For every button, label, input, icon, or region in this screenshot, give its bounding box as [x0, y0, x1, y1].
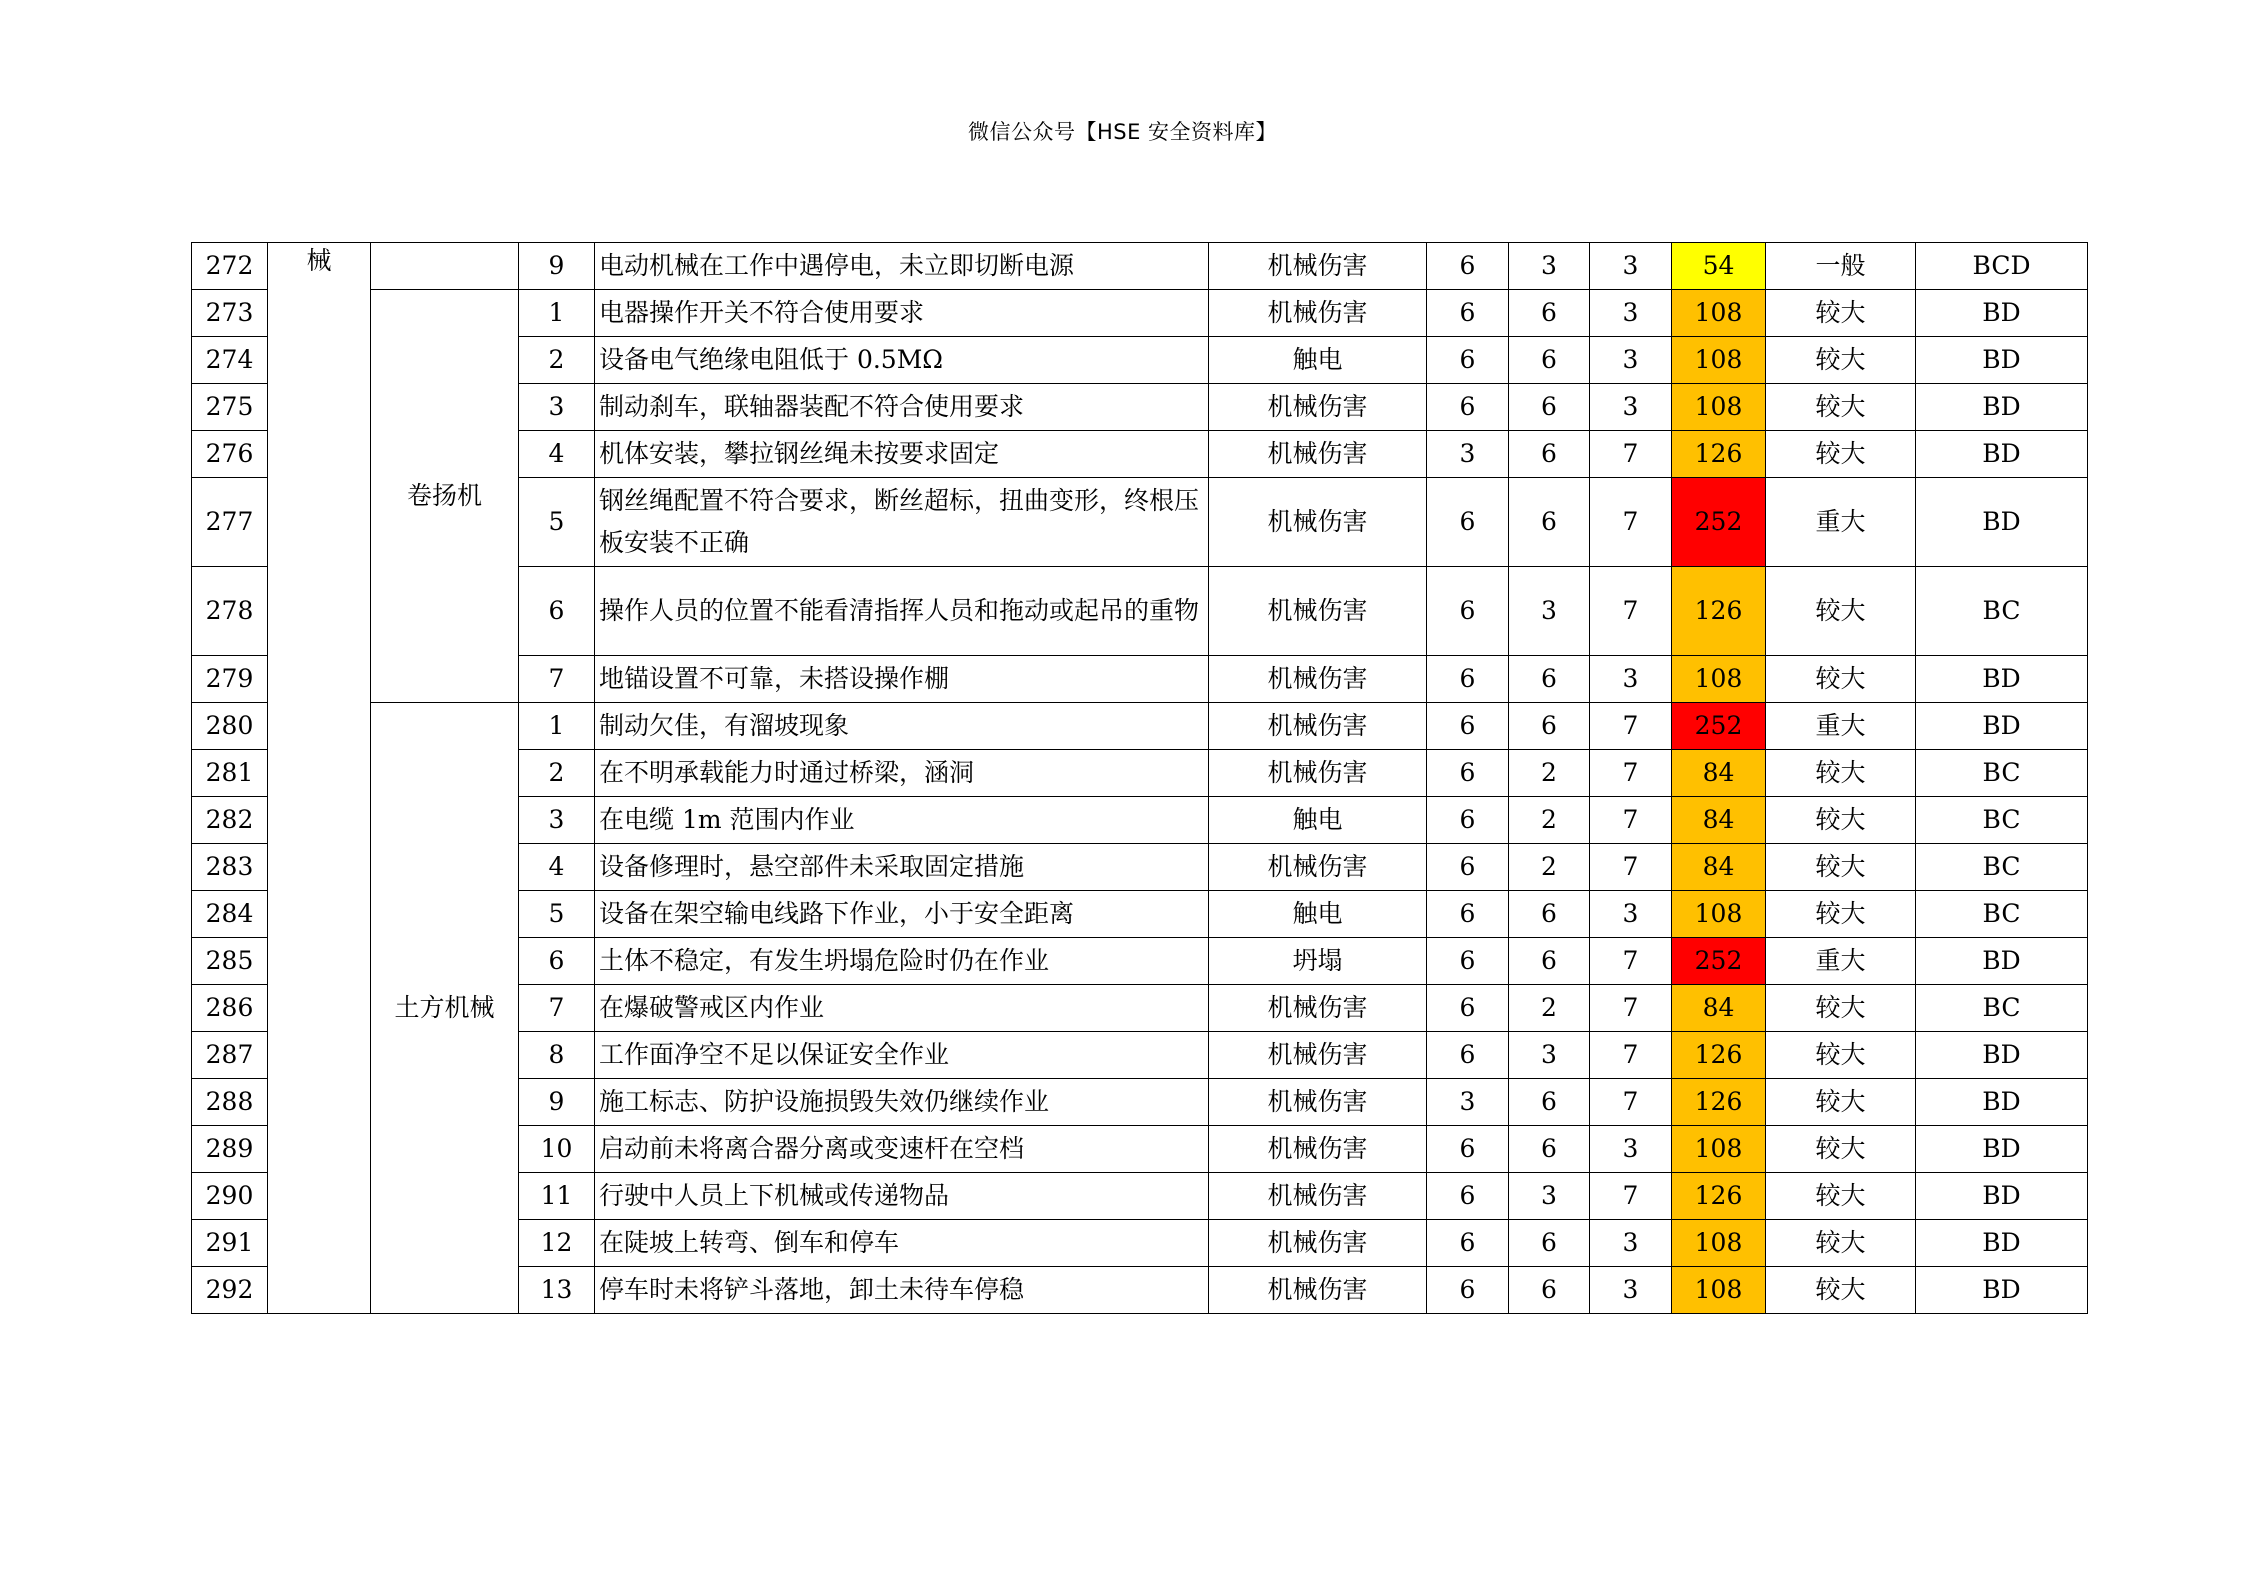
- equipment-group-earthmoving: 土方机械: [371, 703, 519, 1314]
- score-c: 7: [1590, 478, 1672, 567]
- score-e: 3: [1509, 567, 1590, 656]
- hazard-description: 启动前未将离合器分离或变速杆在空档: [595, 1126, 1209, 1173]
- hazard-description: 设备电气绝缘电阻低于 0.5MΩ: [595, 337, 1209, 384]
- hazard-description: 机体安装，攀拉钢丝绳未按要求固定: [595, 431, 1209, 478]
- seq-number: 12: [519, 1220, 595, 1267]
- category-cell: 械: [268, 243, 371, 1314]
- hazard-description: 制动刹车，联轴器装配不符合使用要求: [595, 384, 1209, 431]
- control-measures: BD: [1916, 384, 2088, 431]
- row-number: 279: [192, 656, 268, 703]
- accident-type: 机械伤害: [1209, 1220, 1427, 1267]
- seq-number: 1: [519, 703, 595, 750]
- score-c: 7: [1590, 985, 1672, 1032]
- risk-level: 较大: [1766, 844, 1916, 891]
- seq-number: 11: [519, 1173, 595, 1220]
- score-d: 108: [1672, 1126, 1766, 1173]
- hazard-description: 在陡坡上转弯、倒车和停车: [595, 1220, 1209, 1267]
- control-measures: BCD: [1916, 243, 2088, 290]
- seq-number: 3: [519, 797, 595, 844]
- score-l: 6: [1427, 1267, 1509, 1314]
- score-d: 126: [1672, 1079, 1766, 1126]
- control-measures: BD: [1916, 1173, 2088, 1220]
- accident-type: 机械伤害: [1209, 1173, 1427, 1220]
- score-d: 252: [1672, 938, 1766, 985]
- score-l: 6: [1427, 656, 1509, 703]
- risk-level: 较大: [1766, 1173, 1916, 1220]
- equipment-group-winch: 卷扬机: [371, 290, 519, 703]
- accident-type: 机械伤害: [1209, 985, 1427, 1032]
- accident-type: 机械伤害: [1209, 384, 1427, 431]
- score-c: 7: [1590, 750, 1672, 797]
- hazard-description: 钢丝绳配置不符合要求，断丝超标，扭曲变形，终根压板安装不正确: [595, 478, 1209, 567]
- accident-type: 机械伤害: [1209, 478, 1427, 567]
- control-measures: BD: [1916, 656, 2088, 703]
- row-number: 276: [192, 431, 268, 478]
- score-l: 6: [1427, 938, 1509, 985]
- risk-level: 一般: [1766, 243, 1916, 290]
- seq-number: 10: [519, 1126, 595, 1173]
- score-c: 3: [1590, 337, 1672, 384]
- table-row: [192, 290, 2088, 337]
- page-header: 微信公众号【HSE 安全资料库】: [967, 120, 1278, 144]
- row-number: 282: [192, 797, 268, 844]
- score-d: 252: [1672, 703, 1766, 750]
- accident-type: 机械伤害: [1209, 1032, 1427, 1079]
- score-e: 6: [1509, 431, 1590, 478]
- risk-level: 较大: [1766, 1079, 1916, 1126]
- hazard-description: 停车时未将铲斗落地，卸土未待车停稳: [595, 1267, 1209, 1314]
- score-l: 6: [1427, 703, 1509, 750]
- accident-type: 机械伤害: [1209, 1079, 1427, 1126]
- row-number: 286: [192, 985, 268, 1032]
- score-d: 126: [1672, 1173, 1766, 1220]
- score-d: 108: [1672, 384, 1766, 431]
- score-e: 2: [1509, 985, 1590, 1032]
- seq-number: 6: [519, 567, 595, 656]
- risk-level: 较大: [1766, 797, 1916, 844]
- row-number: 291: [192, 1220, 268, 1267]
- score-e: 2: [1509, 797, 1590, 844]
- control-measures: BD: [1916, 1220, 2088, 1267]
- hazard-description: 地锚设置不可靠，未搭设操作棚: [595, 656, 1209, 703]
- score-e: 6: [1509, 384, 1590, 431]
- row-number: 289: [192, 1126, 268, 1173]
- accident-type: 机械伤害: [1209, 750, 1427, 797]
- score-c: 7: [1590, 703, 1672, 750]
- hazard-description: 施工标志、防护设施损毁失效仍继续作业: [595, 1079, 1209, 1126]
- score-e: 6: [1509, 656, 1590, 703]
- score-l: 6: [1427, 750, 1509, 797]
- accident-type: 机械伤害: [1209, 567, 1427, 656]
- accident-type: 机械伤害: [1209, 844, 1427, 891]
- score-l: 6: [1427, 891, 1509, 938]
- hazard-description: 在不明承载能力时通过桥梁，涵洞: [595, 750, 1209, 797]
- accident-type: 触电: [1209, 337, 1427, 384]
- seq-number: 4: [519, 844, 595, 891]
- score-l: 6: [1427, 384, 1509, 431]
- row-number: 278: [192, 567, 268, 656]
- control-measures: BD: [1916, 1126, 2088, 1173]
- score-d: 252: [1672, 478, 1766, 567]
- score-c: 7: [1590, 797, 1672, 844]
- accident-type: 机械伤害: [1209, 656, 1427, 703]
- seq-number: 5: [519, 891, 595, 938]
- seq-number: 7: [519, 985, 595, 1032]
- risk-level: 较大: [1766, 985, 1916, 1032]
- control-measures: BD: [1916, 938, 2088, 985]
- control-measures: BD: [1916, 1079, 2088, 1126]
- hazard-description: 制动欠佳，有溜坡现象: [595, 703, 1209, 750]
- score-l: 6: [1427, 290, 1509, 337]
- risk-level: 较大: [1766, 567, 1916, 656]
- score-l: 6: [1427, 1126, 1509, 1173]
- row-number: 284: [192, 891, 268, 938]
- row-number: 273: [192, 290, 268, 337]
- control-measures: BC: [1916, 891, 2088, 938]
- accident-type: 机械伤害: [1209, 290, 1427, 337]
- seq-number: 4: [519, 431, 595, 478]
- seq-number: 13: [519, 1267, 595, 1314]
- risk-level: 较大: [1766, 1032, 1916, 1079]
- control-measures: BD: [1916, 337, 2088, 384]
- risk-level: 较大: [1766, 1267, 1916, 1314]
- score-c: 3: [1590, 1220, 1672, 1267]
- score-e: 6: [1509, 703, 1590, 750]
- hazard-description: 行驶中人员上下机械或传递物品: [595, 1173, 1209, 1220]
- score-d: 54: [1672, 243, 1766, 290]
- control-measures: BD: [1916, 703, 2088, 750]
- score-d: 126: [1672, 1032, 1766, 1079]
- control-measures: BD: [1916, 1267, 2088, 1314]
- score-c: 3: [1590, 891, 1672, 938]
- control-measures: BD: [1916, 431, 2088, 478]
- accident-type: 机械伤害: [1209, 243, 1427, 290]
- score-l: 6: [1427, 797, 1509, 844]
- risk-level: 重大: [1766, 938, 1916, 985]
- score-e: 6: [1509, 891, 1590, 938]
- row-number: 285: [192, 938, 268, 985]
- row-number: 280: [192, 703, 268, 750]
- control-measures: BD: [1916, 290, 2088, 337]
- score-e: 6: [1509, 1220, 1590, 1267]
- seq-number: 9: [519, 243, 595, 290]
- score-l: 6: [1427, 844, 1509, 891]
- score-c: 7: [1590, 1173, 1672, 1220]
- accident-type: 机械伤害: [1209, 431, 1427, 478]
- row-number: 277: [192, 478, 268, 567]
- score-e: 2: [1509, 750, 1590, 797]
- score-c: 7: [1590, 567, 1672, 656]
- seq-number: 9: [519, 1079, 595, 1126]
- hazard-description: 工作面净空不足以保证安全作业: [595, 1032, 1209, 1079]
- seq-number: 7: [519, 656, 595, 703]
- seq-number: 3: [519, 384, 595, 431]
- control-measures: BC: [1916, 797, 2088, 844]
- row-number: 292: [192, 1267, 268, 1314]
- score-c: 3: [1590, 656, 1672, 703]
- score-e: 6: [1509, 1079, 1590, 1126]
- row-number: 287: [192, 1032, 268, 1079]
- risk-level: 较大: [1766, 1126, 1916, 1173]
- score-c: 7: [1590, 1079, 1672, 1126]
- score-c: 3: [1590, 243, 1672, 290]
- risk-level: 较大: [1766, 1220, 1916, 1267]
- hazard-description: 在爆破警戒区内作业: [595, 985, 1209, 1032]
- accident-type: 机械伤害: [1209, 703, 1427, 750]
- risk-level: 较大: [1766, 750, 1916, 797]
- score-d: 108: [1672, 290, 1766, 337]
- score-e: 6: [1509, 938, 1590, 985]
- hazard-description: 操作人员的位置不能看清指挥人员和拖动或起吊的重物: [595, 567, 1209, 656]
- row-number: 272: [192, 243, 268, 290]
- score-l: 6: [1427, 985, 1509, 1032]
- control-measures: BD: [1916, 1032, 2088, 1079]
- score-l: 6: [1427, 1220, 1509, 1267]
- control-measures: BC: [1916, 844, 2088, 891]
- seq-number: 6: [519, 938, 595, 985]
- risk-level: 较大: [1766, 656, 1916, 703]
- score-d: 84: [1672, 750, 1766, 797]
- seq-number: 8: [519, 1032, 595, 1079]
- table-row: [192, 243, 2088, 290]
- score-d: 126: [1672, 567, 1766, 656]
- score-e: 6: [1509, 1267, 1590, 1314]
- risk-level: 较大: [1766, 337, 1916, 384]
- row-number: 275: [192, 384, 268, 431]
- accident-type: 触电: [1209, 797, 1427, 844]
- score-d: 108: [1672, 891, 1766, 938]
- score-d: 108: [1672, 656, 1766, 703]
- score-e: 6: [1509, 337, 1590, 384]
- row-number: 281: [192, 750, 268, 797]
- accident-type: 机械伤害: [1209, 1126, 1427, 1173]
- score-e: 3: [1509, 1173, 1590, 1220]
- score-d: 84: [1672, 797, 1766, 844]
- score-c: 7: [1590, 844, 1672, 891]
- score-d: 108: [1672, 337, 1766, 384]
- score-c: 3: [1590, 290, 1672, 337]
- score-e: 3: [1509, 1032, 1590, 1079]
- score-c: 3: [1590, 1267, 1672, 1314]
- hazard-description: 电器操作开关不符合使用要求: [595, 290, 1209, 337]
- seq-number: 1: [519, 290, 595, 337]
- control-measures: BD: [1916, 478, 2088, 567]
- risk-level: 较大: [1766, 891, 1916, 938]
- risk-level: 重大: [1766, 703, 1916, 750]
- empty-group-cell: [371, 243, 519, 290]
- accident-type: 触电: [1209, 891, 1427, 938]
- score-e: 6: [1509, 478, 1590, 567]
- score-c: 7: [1590, 431, 1672, 478]
- control-measures: BC: [1916, 985, 2088, 1032]
- table-row: [192, 703, 2088, 750]
- hazard-description: 设备修理时，悬空部件未采取固定措施: [595, 844, 1209, 891]
- seq-number: 2: [519, 337, 595, 384]
- control-measures: BC: [1916, 750, 2088, 797]
- score-c: 7: [1590, 1032, 1672, 1079]
- risk-assessment-table: [191, 242, 2088, 1314]
- score-l: 6: [1427, 1173, 1509, 1220]
- row-number: 288: [192, 1079, 268, 1126]
- score-e: 2: [1509, 844, 1590, 891]
- risk-level: 重大: [1766, 478, 1916, 567]
- score-e: 6: [1509, 1126, 1590, 1173]
- risk-level: 较大: [1766, 290, 1916, 337]
- accident-type: 坍塌: [1209, 938, 1427, 985]
- score-l: 6: [1427, 337, 1509, 384]
- hazard-description: 在电缆 1m 范围内作业: [595, 797, 1209, 844]
- seq-number: 2: [519, 750, 595, 797]
- risk-level: 较大: [1766, 431, 1916, 478]
- score-d: 108: [1672, 1220, 1766, 1267]
- score-l: 6: [1427, 478, 1509, 567]
- score-d: 84: [1672, 844, 1766, 891]
- score-d: 84: [1672, 985, 1766, 1032]
- score-l: 6: [1427, 1032, 1509, 1079]
- control-measures: BC: [1916, 567, 2088, 656]
- score-d: 108: [1672, 1267, 1766, 1314]
- hazard-description: 电动机械在工作中遇停电，未立即切断电源: [595, 243, 1209, 290]
- score-d: 126: [1672, 431, 1766, 478]
- accident-type: 机械伤害: [1209, 1267, 1427, 1314]
- score-l: 3: [1427, 1079, 1509, 1126]
- hazard-description: 设备在架空输电线路下作业，小于安全距离: [595, 891, 1209, 938]
- score-e: 6: [1509, 290, 1590, 337]
- score-l: 3: [1427, 431, 1509, 478]
- seq-number: 5: [519, 478, 595, 567]
- score-c: 3: [1590, 1126, 1672, 1173]
- score-c: 3: [1590, 384, 1672, 431]
- risk-level: 较大: [1766, 384, 1916, 431]
- row-number: 283: [192, 844, 268, 891]
- row-number: 274: [192, 337, 268, 384]
- score-l: 6: [1427, 243, 1509, 290]
- score-e: 3: [1509, 243, 1590, 290]
- hazard-description: 土体不稳定，有发生坍塌危险时仍在作业: [595, 938, 1209, 985]
- row-number: 290: [192, 1173, 268, 1220]
- score-l: 6: [1427, 567, 1509, 656]
- score-c: 7: [1590, 938, 1672, 985]
